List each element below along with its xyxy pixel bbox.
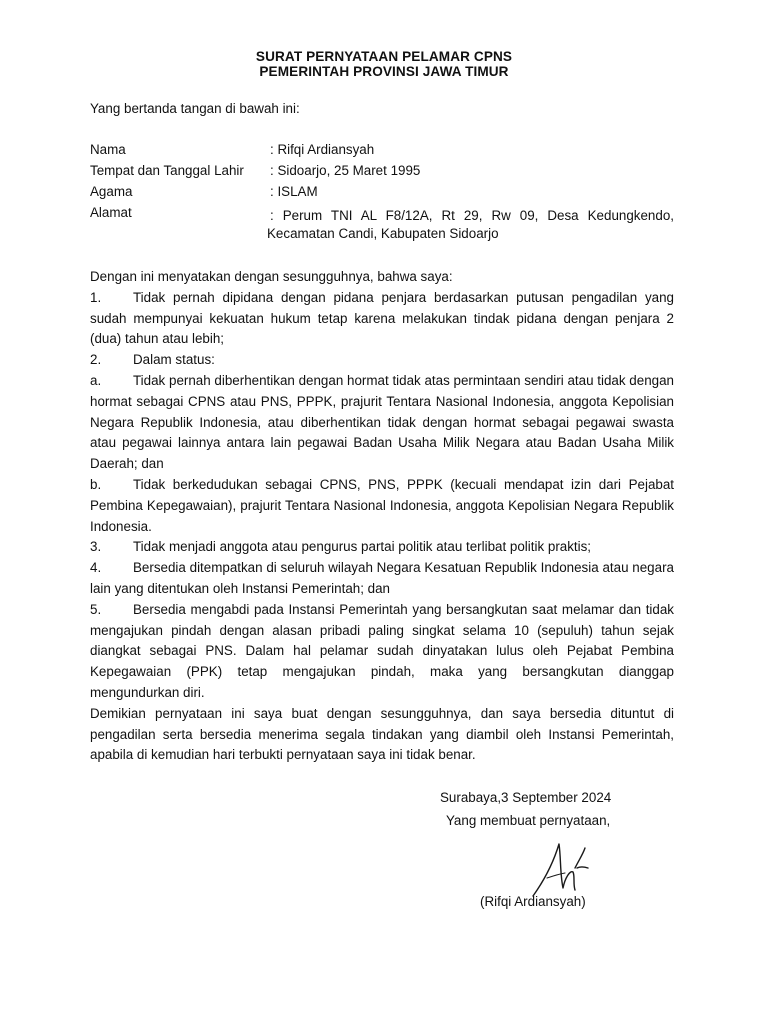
item-text: Bersedia mengabdi pada Instansi Pemerintah yang bersangkutan saat melamar dan tidak mengajukan pindah dengan alasan pribadi paling singkat selama 10 (sepuluh) tahun sejak diangkat sebagai PNS. Dalam hal pelamar sudah dinyatakan lulus oleh Pejabat Pembina Kepegawaian (PPK) tetap mengajukan pindah, maka yang bersangkutan dianggap mengundurkan diri. xyxy=(90,601,674,700)
name-value: : Rifqi Ardiansyah xyxy=(270,142,375,157)
item-number: 5. xyxy=(90,601,102,617)
item-text: Tidak berkedudukan sebagai CPNS, PNS, PPPK (kecuali mendapat izin dari Pejabat Pembina Kepegawaian), prajurit Tentara Nasional Indonesia, anggota Kepolisian Negara Republik Indonesia. xyxy=(90,476,674,534)
statement-item-3 xyxy=(90,537,674,558)
item-text: Tidak pernah diberhentikan dengan hormat tidak atas permintaan sendiri atau tidak dengan hormat sebagai CPNS atau PNS, PPPK, prajurit Tentara Nasional Indonesia, anggota Kepolisian Negara Republik Indonesia, atau diberhentikan tidak dengan hormat sebagai pegawai swasta atau pegawai lainnya antara lain pegawai Badan Usaha Milik Negara atau Badan Usaha Milik Daerah; dan xyxy=(90,372,674,472)
address-label: Alamat xyxy=(90,205,132,220)
address-line1: : Perum TNI AL F8/12A, Rt 29, Rw 09, Desa Kedungkendo, xyxy=(270,208,674,223)
statement-item-a xyxy=(90,371,674,475)
handwritten-signature xyxy=(525,838,595,902)
item-text: Tidak menjadi anggota atau pengurus partai politik atau terlibat politik praktis; xyxy=(133,539,592,555)
statement-opening: Dengan ini menyatakan dengan sesungguhnya, bahwa saya: xyxy=(90,269,453,284)
statement-item-2 xyxy=(90,350,674,371)
name-label: Nama xyxy=(90,142,126,157)
item-number: 3. xyxy=(90,539,102,555)
address-line2: Kecamatan Candi, Kabupaten Sidoarjo xyxy=(267,226,499,241)
signature-place-date: Surabaya,3 September 2024 xyxy=(440,790,612,805)
birth-value: : Sidoarjo, 25 Maret 1995 xyxy=(270,163,421,178)
statement-item-5 xyxy=(90,600,674,704)
item-number: 1. xyxy=(90,289,102,305)
item-text: Dalam status: xyxy=(133,352,215,368)
item-text: Tidak pernah dipidana dengan pidana penjara berdasarkan putusan pengadilan yang sudah mempunyai kekuatan hukum tetap karena melakukan tindak pidana dengan penjara 2 (dua) tahun atau lebih; xyxy=(90,289,674,347)
religion-value: : ISLAM xyxy=(270,184,318,199)
statement-item-b xyxy=(90,475,674,537)
statement-body xyxy=(90,267,674,766)
statement-closing: Demikian pernyataan ini saya buat dengan sesungguhnya, dan saya bersedia dituntut di pengadilan serta bersedia menerima segala tindakan yang diambil oleh Instansi Pemerintah, apabila di kemudian hari terbukti pernyataan saya ini tidak benar. xyxy=(90,705,674,763)
signature-name: (Rifqi Ardiansyah) xyxy=(480,894,586,909)
item-text: Bersedia ditempatkan di seluruh wilayah Negara Kesatuan Republik Indonesia atau negara lain yang ditentukan oleh Instansi Pemerintah; dan xyxy=(90,560,674,596)
statement-item-4 xyxy=(90,558,674,600)
item-number: b. xyxy=(90,476,102,492)
religion-label: Agama xyxy=(90,184,133,199)
document-title-line2: PEMERINTAH PROVINSI JAWA TIMUR xyxy=(259,64,509,79)
document-title-line1: SURAT PERNYATAAN PELAMAR CPNS xyxy=(255,49,513,64)
birth-label: Tempat dan Tanggal Lahir xyxy=(90,163,244,178)
item-number: 4. xyxy=(90,560,102,576)
statement-item-1 xyxy=(90,288,674,350)
item-number: 2. xyxy=(90,352,102,368)
signature-made-by: Yang membuat pernyataan, xyxy=(446,813,611,828)
intro-text: Yang bertanda tangan di bawah ini: xyxy=(90,101,300,116)
item-number: a. xyxy=(90,372,102,388)
